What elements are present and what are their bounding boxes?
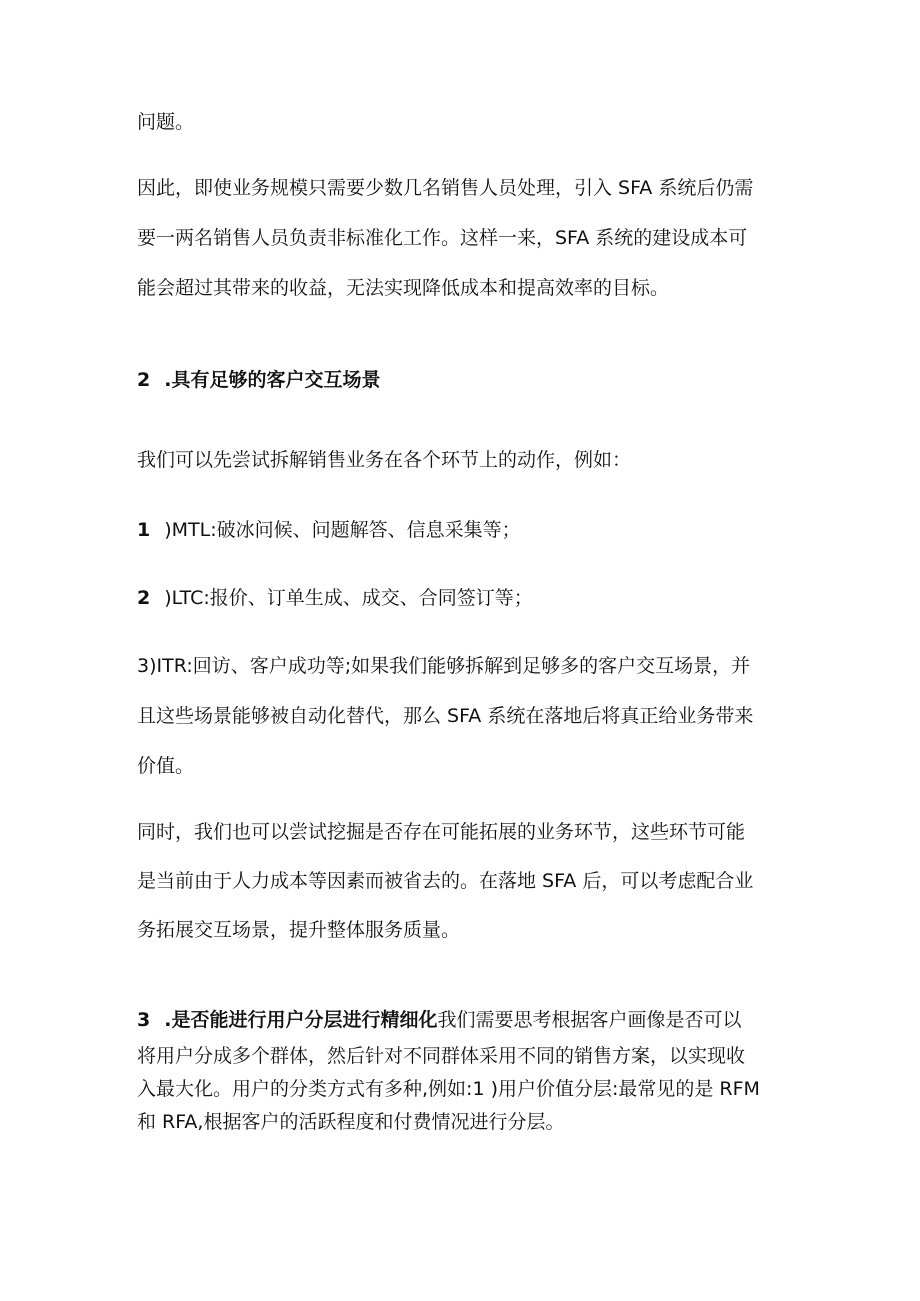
list-item — [137, 584, 533, 612]
paragraph-line: 我们可以先尝试拆解销售业务在各个环节上的动作，例如： — [137, 449, 632, 471]
section-number: 3 — [137, 1009, 151, 1031]
paragraph-line: 要一两名销售人员负责非标准化工作。这样一来，SFA 系统的建设成本可 — [137, 227, 748, 249]
section-title: .具有足够的客户交互场景 — [164, 369, 381, 391]
section-heading-inline — [137, 1006, 741, 1034]
section-number: 2 — [137, 369, 151, 391]
paragraph-line: 能会超过其带来的收益，无法实现降低成本和提高效率的目标。 — [137, 277, 670, 299]
list-item-text: )LTC:报价、订单生成、成交、合同签订等； — [164, 587, 533, 609]
paragraph-line: 3)ITR:回访、客户成功等;如果我们能够拆解到足够多的客户交互场景，并 — [137, 655, 751, 677]
paragraph-text: 我们需要思考根据客户画像是否可以 — [437, 1009, 742, 1031]
paragraph-line: 因此，即使业务规模只需要少数几名销售人员处理，引入 SFA 系统后仍需 — [137, 177, 754, 199]
paragraph-line: 入最大化。用户的分类方式有多种,例如:1 )用户价值分层:最常见的是 RFM — [137, 1078, 760, 1100]
paragraph-line: 价值。 — [137, 755, 195, 777]
paragraph-line: 是当前由于人力成本等因素而被省去的。在落地 SFA 后，可以考虑配合业 — [137, 870, 754, 892]
section-title: .是否能进行用户分层进行精细化 — [164, 1009, 438, 1031]
list-item — [137, 516, 521, 544]
section-heading — [137, 366, 380, 394]
list-item-text: )MTL:破冰问候、问题解答、信息采集等； — [164, 519, 521, 541]
list-number: 2 — [137, 587, 151, 609]
paragraph-line: 务拓展交互场景，提升整体服务质量。 — [137, 919, 461, 941]
paragraph-line: 且这些场景能够被自动化替代，那么 SFA 系统在落地后将真正给业务带来 — [137, 705, 754, 727]
paragraph-line: 同时，我们也可以尝试挖掘是否存在可能拓展的业务环节，这些环节可能 — [137, 821, 746, 843]
paragraph-line: 和 RFA,根据客户的活跃程度和付费情况进行分层。 — [137, 1111, 565, 1133]
list-number: 1 — [137, 519, 151, 541]
paragraph-continuation: 问题。 — [137, 111, 195, 133]
paragraph-line: 将用户分成多个群体，然后针对不同群体采用不同的销售方案，以实现收 — [137, 1045, 746, 1067]
